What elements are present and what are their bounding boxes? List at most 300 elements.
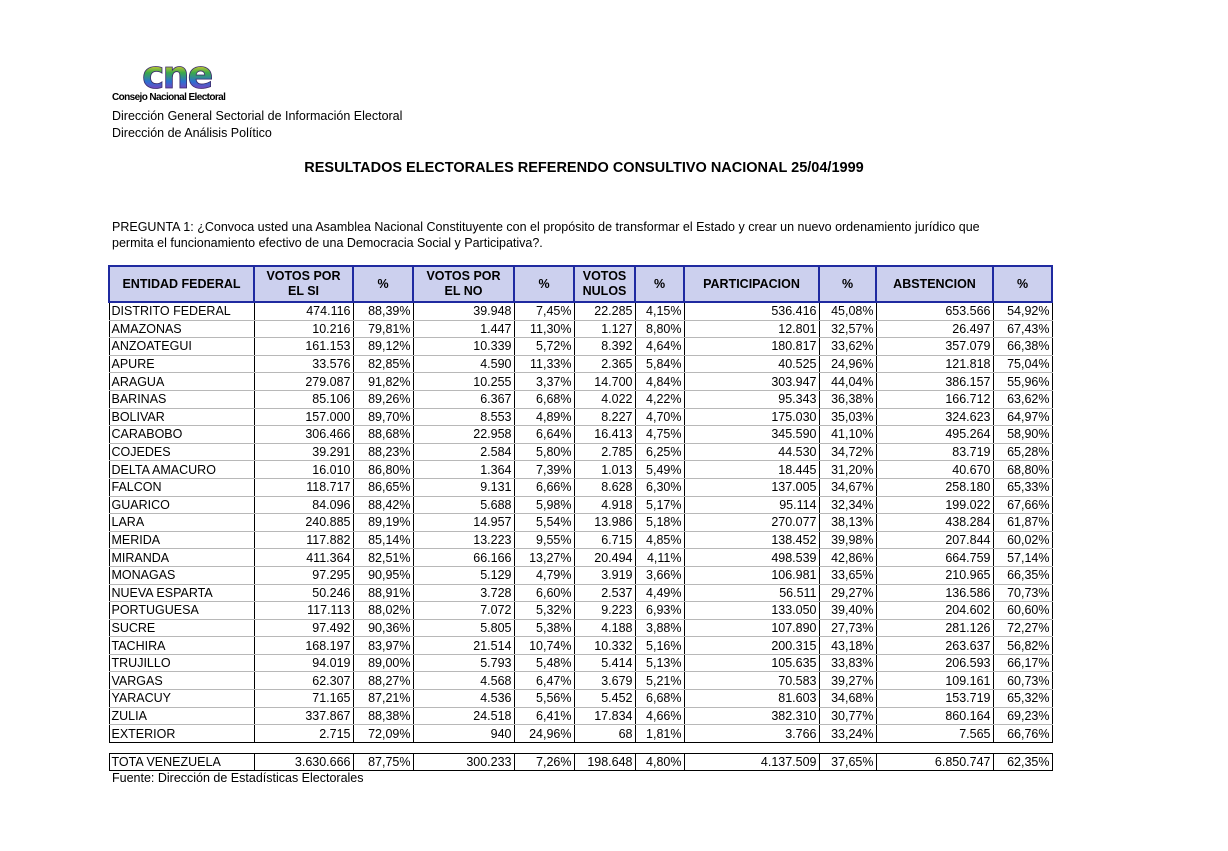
table-row [109, 637, 1052, 655]
value-cell: 89,70% [353, 408, 413, 426]
value-cell: 166.712 [876, 390, 993, 408]
value-cell: 5,72% [514, 338, 574, 356]
value-cell: 6.715 [574, 531, 635, 549]
entity-cell: AMAZONAS [109, 320, 254, 338]
value-cell: 89,00% [353, 654, 413, 672]
value-cell: 67,43% [993, 320, 1052, 338]
value-cell: 5.805 [413, 619, 514, 637]
entity-cell: PORTUGUESA [109, 602, 254, 620]
value-cell: 2.365 [574, 355, 635, 373]
table-row [109, 496, 1052, 514]
col-votos-si: VOTOS POR EL SI [254, 266, 353, 302]
results-table [108, 265, 1053, 771]
value-cell: 11,30% [514, 320, 574, 338]
value-cell: 88,23% [353, 443, 413, 461]
value-cell: 89,26% [353, 390, 413, 408]
value-cell: 3,66% [635, 566, 684, 584]
value-cell: 13,27% [514, 549, 574, 567]
value-cell: 45,08% [819, 302, 876, 320]
table-row [109, 549, 1052, 567]
value-cell: 6,64% [514, 426, 574, 444]
value-cell: 121.818 [876, 355, 993, 373]
value-cell: 43,18% [819, 637, 876, 655]
value-cell: 82,85% [353, 355, 413, 373]
value-cell: 95.343 [684, 390, 819, 408]
value-cell: 7.565 [876, 725, 993, 743]
value-cell: 34,68% [819, 690, 876, 708]
value-cell: 2.584 [413, 443, 514, 461]
value-cell: 5.414 [574, 654, 635, 672]
value-cell: 345.590 [684, 426, 819, 444]
value-cell: 495.264 [876, 426, 993, 444]
value-cell: 240.885 [254, 514, 353, 532]
value-cell: 6,93% [635, 602, 684, 620]
value-cell: 44.530 [684, 443, 819, 461]
value-cell: 87,75% [353, 753, 413, 771]
value-cell: 303.947 [684, 373, 819, 391]
value-cell: 36,38% [819, 390, 876, 408]
entity-cell: SUCRE [109, 619, 254, 637]
value-cell: 14.957 [413, 514, 514, 532]
value-cell: 91,82% [353, 373, 413, 391]
value-cell: 29,27% [819, 584, 876, 602]
value-cell: 62,35% [993, 753, 1052, 771]
value-cell: 5,13% [635, 654, 684, 672]
value-cell: 10.255 [413, 373, 514, 391]
value-cell: 6.850.747 [876, 753, 993, 771]
value-cell: 4,79% [514, 566, 574, 584]
value-cell: 153.719 [876, 690, 993, 708]
table-row [109, 302, 1052, 320]
value-cell: 6,41% [514, 707, 574, 725]
table-row [109, 443, 1052, 461]
table-row [109, 320, 1052, 338]
value-cell: 94.019 [254, 654, 353, 672]
value-cell: 4,84% [635, 373, 684, 391]
table-row [109, 514, 1052, 532]
value-cell: 9.223 [574, 602, 635, 620]
value-cell: 4,22% [635, 390, 684, 408]
entity-cell: YARACUY [109, 690, 254, 708]
value-cell: 136.586 [876, 584, 993, 602]
value-cell: 10.216 [254, 320, 353, 338]
value-cell: 270.077 [684, 514, 819, 532]
entity-cell: BOLIVAR [109, 408, 254, 426]
value-cell: 56,82% [993, 637, 1052, 655]
value-cell: 85.106 [254, 390, 353, 408]
value-cell: 10.339 [413, 338, 514, 356]
value-cell: 64,97% [993, 408, 1052, 426]
value-cell: 24.518 [413, 707, 514, 725]
value-cell: 88,02% [353, 602, 413, 620]
value-cell: 13.986 [574, 514, 635, 532]
value-cell: 4.188 [574, 619, 635, 637]
entity-cell: MERIDA [109, 531, 254, 549]
value-cell: 6,47% [514, 672, 574, 690]
value-cell: 411.364 [254, 549, 353, 567]
value-cell: 105.635 [684, 654, 819, 672]
value-cell: 5,56% [514, 690, 574, 708]
value-cell: 175.030 [684, 408, 819, 426]
value-cell: 5,98% [514, 496, 574, 514]
question-text [112, 219, 1062, 251]
col-participacion: PARTICIPACION [684, 266, 819, 302]
table-row [109, 690, 1052, 708]
value-cell: 70.583 [684, 672, 819, 690]
value-cell: 56.511 [684, 584, 819, 602]
value-cell: 86,80% [353, 461, 413, 479]
value-cell: 5,38% [514, 619, 574, 637]
value-cell: 88,27% [353, 672, 413, 690]
table-row [109, 672, 1052, 690]
value-cell: 5,49% [635, 461, 684, 479]
value-cell: 200.315 [684, 637, 819, 655]
value-cell: 66,17% [993, 654, 1052, 672]
table-row [109, 602, 1052, 620]
value-cell: 109.161 [876, 672, 993, 690]
value-cell: 39.948 [413, 302, 514, 320]
value-cell: 4.022 [574, 390, 635, 408]
table-row [109, 725, 1052, 743]
value-cell: 4,64% [635, 338, 684, 356]
value-cell: 90,36% [353, 619, 413, 637]
value-cell: 300.233 [413, 753, 514, 771]
value-cell: 16.413 [574, 426, 635, 444]
value-cell: 35,03% [819, 408, 876, 426]
value-cell: 90,95% [353, 566, 413, 584]
value-cell: 324.623 [876, 408, 993, 426]
value-cell: 18.445 [684, 461, 819, 479]
value-cell: 65,32% [993, 690, 1052, 708]
value-cell: 13.223 [413, 531, 514, 549]
entity-cell: ANZOATEGUI [109, 338, 254, 356]
value-cell: 5,21% [635, 672, 684, 690]
value-cell: 168.197 [254, 637, 353, 655]
entity-cell: ZULIA [109, 707, 254, 725]
value-cell: 16.010 [254, 461, 353, 479]
table-row [109, 478, 1052, 496]
value-cell: 22.285 [574, 302, 635, 320]
value-cell: 207.844 [876, 531, 993, 549]
spacer-row [109, 742, 1052, 753]
value-cell: 107.890 [684, 619, 819, 637]
value-cell: 66,76% [993, 725, 1052, 743]
value-cell: 5,17% [635, 496, 684, 514]
value-cell: 4,70% [635, 408, 684, 426]
entity-cell: ARAGUA [109, 373, 254, 391]
value-cell: 5,54% [514, 514, 574, 532]
value-cell: 69,23% [993, 707, 1052, 725]
value-cell: 382.310 [684, 707, 819, 725]
col-entidad: ENTIDAD FEDERAL [109, 266, 254, 302]
value-cell: 54,92% [993, 302, 1052, 320]
value-cell: 498.539 [684, 549, 819, 567]
value-cell: 5,32% [514, 602, 574, 620]
table-row [109, 566, 1052, 584]
value-cell: 2.715 [254, 725, 353, 743]
header-line-1: Dirección General Sectorial de Información Electoral [112, 109, 403, 123]
value-cell: 26.497 [876, 320, 993, 338]
value-cell: 118.717 [254, 478, 353, 496]
entity-cell: BARINAS [109, 390, 254, 408]
value-cell: 5,84% [635, 355, 684, 373]
value-cell: 82,51% [353, 549, 413, 567]
table-row [109, 707, 1052, 725]
entity-cell: GUARICO [109, 496, 254, 514]
value-cell: 860.164 [876, 707, 993, 725]
value-cell: 7,45% [514, 302, 574, 320]
value-cell: 4.568 [413, 672, 514, 690]
entity-cell: COJEDES [109, 443, 254, 461]
table-row [109, 426, 1052, 444]
value-cell: 89,19% [353, 514, 413, 532]
value-cell: 653.566 [876, 302, 993, 320]
value-cell: 9,55% [514, 531, 574, 549]
value-cell: 3.766 [684, 725, 819, 743]
value-cell: 33,65% [819, 566, 876, 584]
value-cell: 6,68% [514, 390, 574, 408]
table-row [109, 619, 1052, 637]
entity-cell: TOTA VENEZUELA [109, 753, 254, 771]
value-cell: 63,62% [993, 390, 1052, 408]
value-cell: 199.022 [876, 496, 993, 514]
value-cell: 65,28% [993, 443, 1052, 461]
value-cell: 3.679 [574, 672, 635, 690]
value-cell: 60,02% [993, 531, 1052, 549]
table-row [109, 373, 1052, 391]
source-note: Fuente: Dirección de Estadísticas Electorales [112, 771, 364, 785]
value-cell: 39,40% [819, 602, 876, 620]
value-cell: 60,60% [993, 602, 1052, 620]
value-cell: 5,80% [514, 443, 574, 461]
value-cell: 9.131 [413, 478, 514, 496]
value-cell: 10,74% [514, 637, 574, 655]
entity-cell: MONAGAS [109, 566, 254, 584]
value-cell: 1,81% [635, 725, 684, 743]
value-cell: 62.307 [254, 672, 353, 690]
value-cell: 8.227 [574, 408, 635, 426]
value-cell: 106.981 [684, 566, 819, 584]
value-cell: 8.392 [574, 338, 635, 356]
value-cell: 4,89% [514, 408, 574, 426]
value-cell: 5.452 [574, 690, 635, 708]
value-cell: 4,80% [635, 753, 684, 771]
value-cell: 57,14% [993, 549, 1052, 567]
value-cell: 263.637 [876, 637, 993, 655]
value-cell: 32,57% [819, 320, 876, 338]
value-cell: 34,72% [819, 443, 876, 461]
value-cell: 14.700 [574, 373, 635, 391]
value-cell: 12.801 [684, 320, 819, 338]
value-cell: 4.137.509 [684, 753, 819, 771]
table-row [109, 355, 1052, 373]
entity-cell: VARGAS [109, 672, 254, 690]
value-cell: 1.364 [413, 461, 514, 479]
value-cell: 4.590 [413, 355, 514, 373]
table-body [109, 302, 1052, 771]
question-line-1: PREGUNTA 1: ¿Convoca usted una Asamblea Nacional Constituyente con el propósito de transformar el Estado y crear un nuevo ordenamiento jurídico que [112, 220, 980, 234]
value-cell: 24,96% [514, 725, 574, 743]
col-abstencion-pct: % [993, 266, 1052, 302]
entity-cell: TRUJILLO [109, 654, 254, 672]
value-cell: 3,37% [514, 373, 574, 391]
value-cell: 66.166 [413, 549, 514, 567]
value-cell: 536.416 [684, 302, 819, 320]
value-cell: 88,68% [353, 426, 413, 444]
col-votos-no: VOTOS POR EL NO [413, 266, 514, 302]
value-cell: 5,16% [635, 637, 684, 655]
value-cell: 60,73% [993, 672, 1052, 690]
value-cell: 4,11% [635, 549, 684, 567]
question-line-2: permita el funcionamiento efectivo de una Democracia Social y Participativa?. [112, 236, 543, 250]
value-cell: 17.834 [574, 707, 635, 725]
value-cell: 83,97% [353, 637, 413, 655]
value-cell: 4.536 [413, 690, 514, 708]
value-cell: 88,39% [353, 302, 413, 320]
value-cell: 161.153 [254, 338, 353, 356]
value-cell: 79,81% [353, 320, 413, 338]
value-cell: 3.728 [413, 584, 514, 602]
value-cell: 68,80% [993, 461, 1052, 479]
logo-wordmark: cne [142, 58, 212, 97]
value-cell: 281.126 [876, 619, 993, 637]
value-cell: 68 [574, 725, 635, 743]
value-cell: 75,04% [993, 355, 1052, 373]
value-cell: 37,65% [819, 753, 876, 771]
value-cell: 97.295 [254, 566, 353, 584]
value-cell: 97.492 [254, 619, 353, 637]
value-cell: 11,33% [514, 355, 574, 373]
entity-cell: APURE [109, 355, 254, 373]
value-cell: 33,83% [819, 654, 876, 672]
value-cell: 357.079 [876, 338, 993, 356]
value-cell: 40.525 [684, 355, 819, 373]
value-cell: 940 [413, 725, 514, 743]
value-cell: 2.537 [574, 584, 635, 602]
entity-cell: DISTRITO FEDERAL [109, 302, 254, 320]
value-cell: 39.291 [254, 443, 353, 461]
value-cell: 6,60% [514, 584, 574, 602]
spacer-cell [109, 742, 1052, 753]
value-cell: 67,66% [993, 496, 1052, 514]
value-cell: 33,24% [819, 725, 876, 743]
value-cell: 84.096 [254, 496, 353, 514]
value-cell: 88,38% [353, 707, 413, 725]
value-cell: 66,38% [993, 338, 1052, 356]
value-cell: 1.127 [574, 320, 635, 338]
value-cell: 258.180 [876, 478, 993, 496]
value-cell: 87,21% [353, 690, 413, 708]
value-cell: 58,90% [993, 426, 1052, 444]
table-row [109, 531, 1052, 549]
value-cell: 438.284 [876, 514, 993, 532]
value-cell: 4,15% [635, 302, 684, 320]
value-cell: 89,12% [353, 338, 413, 356]
value-cell: 22.958 [413, 426, 514, 444]
value-cell: 88,42% [353, 496, 413, 514]
value-cell: 180.817 [684, 338, 819, 356]
value-cell: 4,49% [635, 584, 684, 602]
total-row [109, 753, 1052, 771]
value-cell: 5.793 [413, 654, 514, 672]
value-cell: 6,68% [635, 690, 684, 708]
entity-cell: MIRANDA [109, 549, 254, 567]
value-cell: 306.466 [254, 426, 353, 444]
value-cell: 38,13% [819, 514, 876, 532]
value-cell: 71.165 [254, 690, 353, 708]
col-si-pct: % [353, 266, 413, 302]
value-cell: 117.113 [254, 602, 353, 620]
value-cell: 50.246 [254, 584, 353, 602]
value-cell: 3,88% [635, 619, 684, 637]
value-cell: 5.688 [413, 496, 514, 514]
logo-caption: Consejo Nacional Electoral [112, 92, 226, 103]
entity-cell: DELTA AMACURO [109, 461, 254, 479]
value-cell: 7,39% [514, 461, 574, 479]
value-cell: 198.648 [574, 753, 635, 771]
value-cell: 3.919 [574, 566, 635, 584]
value-cell: 95.114 [684, 496, 819, 514]
value-cell: 137.005 [684, 478, 819, 496]
value-cell: 7.072 [413, 602, 514, 620]
value-cell: 24,96% [819, 355, 876, 373]
value-cell: 55,96% [993, 373, 1052, 391]
value-cell: 4,75% [635, 426, 684, 444]
col-votos-nulos: VOTOS NULOS [574, 266, 635, 302]
value-cell: 1.447 [413, 320, 514, 338]
value-cell: 7,26% [514, 753, 574, 771]
value-cell: 3.630.666 [254, 753, 353, 771]
value-cell: 88,91% [353, 584, 413, 602]
value-cell: 72,27% [993, 619, 1052, 637]
value-cell: 133.050 [684, 602, 819, 620]
value-cell: 6,66% [514, 478, 574, 496]
col-abstencion: ABSTENCION [876, 266, 993, 302]
entity-cell: NUEVA ESPARTA [109, 584, 254, 602]
value-cell: 70,73% [993, 584, 1052, 602]
value-cell: 8,80% [635, 320, 684, 338]
value-cell: 157.000 [254, 408, 353, 426]
value-cell: 61,87% [993, 514, 1052, 532]
value-cell: 20.494 [574, 549, 635, 567]
value-cell: 1.013 [574, 461, 635, 479]
value-cell: 27,73% [819, 619, 876, 637]
value-cell: 204.602 [876, 602, 993, 620]
value-cell: 5,48% [514, 654, 574, 672]
value-cell: 279.087 [254, 373, 353, 391]
value-cell: 117.882 [254, 531, 353, 549]
value-cell: 85,14% [353, 531, 413, 549]
value-cell: 8.553 [413, 408, 514, 426]
col-nulos-pct: % [635, 266, 684, 302]
value-cell: 44,04% [819, 373, 876, 391]
table-row [109, 408, 1052, 426]
value-cell: 65,33% [993, 478, 1052, 496]
value-cell: 8.628 [574, 478, 635, 496]
value-cell: 86,65% [353, 478, 413, 496]
table-row [109, 584, 1052, 602]
value-cell: 4.918 [574, 496, 635, 514]
value-cell: 6.367 [413, 390, 514, 408]
value-cell: 34,67% [819, 478, 876, 496]
value-cell: 31,20% [819, 461, 876, 479]
col-no-pct: % [514, 266, 574, 302]
value-cell: 337.867 [254, 707, 353, 725]
value-cell: 39,27% [819, 672, 876, 690]
value-cell: 33.576 [254, 355, 353, 373]
entity-cell: LARA [109, 514, 254, 532]
value-cell: 66,35% [993, 566, 1052, 584]
